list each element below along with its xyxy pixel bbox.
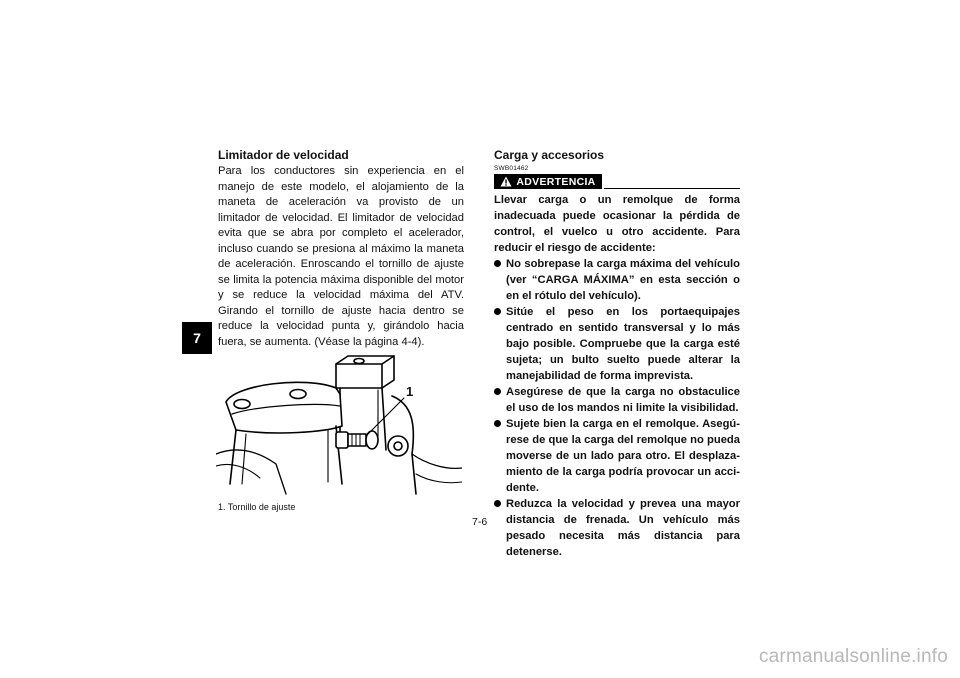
warning-header — [494, 174, 740, 190]
warning-rule — [604, 188, 740, 189]
list-item: Asegúrese de que la carga no obstaculice el uso de los mandos ni limite la visibilidad. — [494, 384, 740, 416]
warning-intro: Llevar carga o un remolque de forma inadecuada puede ocasionar la pérdida de control, el vuelco u otro accidente. Para reducir el riesgo de accidente: — [494, 194, 740, 254]
bullet-icon — [494, 260, 501, 267]
section-heading-speed-limiter: Limitador de velocidad — [218, 148, 349, 162]
warning-badge — [494, 174, 602, 189]
warning-bullet-list — [494, 256, 740, 560]
page-number: 7-6 — [472, 516, 488, 528]
list-item: No sobrepase la carga máxima del vehículo (ver “CARGA MÁXIMA” en esta sección o en el rótulo del vehículo). — [494, 256, 740, 304]
speed-limiter-paragraph: Para los conductores sin experiencia en el manejo de este modelo, el alojamiento de la maneta de aceleración va provisto de un limitador de velocidad. El limitador de velocidad evita que se abra por completo el acelerador, incluso cuando se presiona al máximo la maneta de aceleración. Enroscando el tornillo de ajuste se limita la potencia máxima disponible del motor y se reduce la velocidad máxima del ATV. Girando el tornillo de ajuste hacia dentro se reduce la velocidad punta y, girándolo hacia fuera, se aumenta. (Véase la página 4-4). — [218, 165, 464, 348]
bullet-icon — [494, 388, 501, 395]
list-item: Reduzca la velocidad y prevea una mayor distancia de frenada. Un vehículo más pesado necesita más distancia para detenerse. — [494, 496, 740, 560]
warning-triangle-icon — [500, 176, 512, 187]
bullet-icon — [494, 420, 501, 427]
left-column — [218, 148, 464, 513]
warning-label: ADVERTENCIA — [516, 175, 596, 188]
list-item: Sitúe el peso en los portaequipajes centrado en sentido transversal y lo más bajo posible. Compruebe que la carga esté sujeta; un bulto suelto puede alterar la manejabilidad de forma imprevista. — [494, 304, 740, 384]
adjusting-screw-illustration — [216, 354, 462, 500]
section-heading-cargo: Carga y accesorios — [494, 148, 605, 162]
bullet-icon — [494, 308, 501, 315]
right-column — [494, 148, 740, 560]
list-item: Sujete bien la carga en el remolque. Asegúrese de que la carga del remolque no pueda moverse de un lado para otro. El desplazamiento de la carga podría provocar un accidente. — [494, 416, 740, 496]
chapter-tab — [182, 322, 212, 354]
watermark: carmanualsonline.info — [758, 646, 948, 667]
reference-code: SWB01462 — [494, 165, 529, 172]
figure-callout-number: 1 — [406, 384, 414, 399]
chapter-number: 7 — [193, 330, 201, 346]
bullet-icon — [494, 500, 501, 507]
figure-caption: 1. Tornillo de ajuste — [218, 502, 296, 512]
